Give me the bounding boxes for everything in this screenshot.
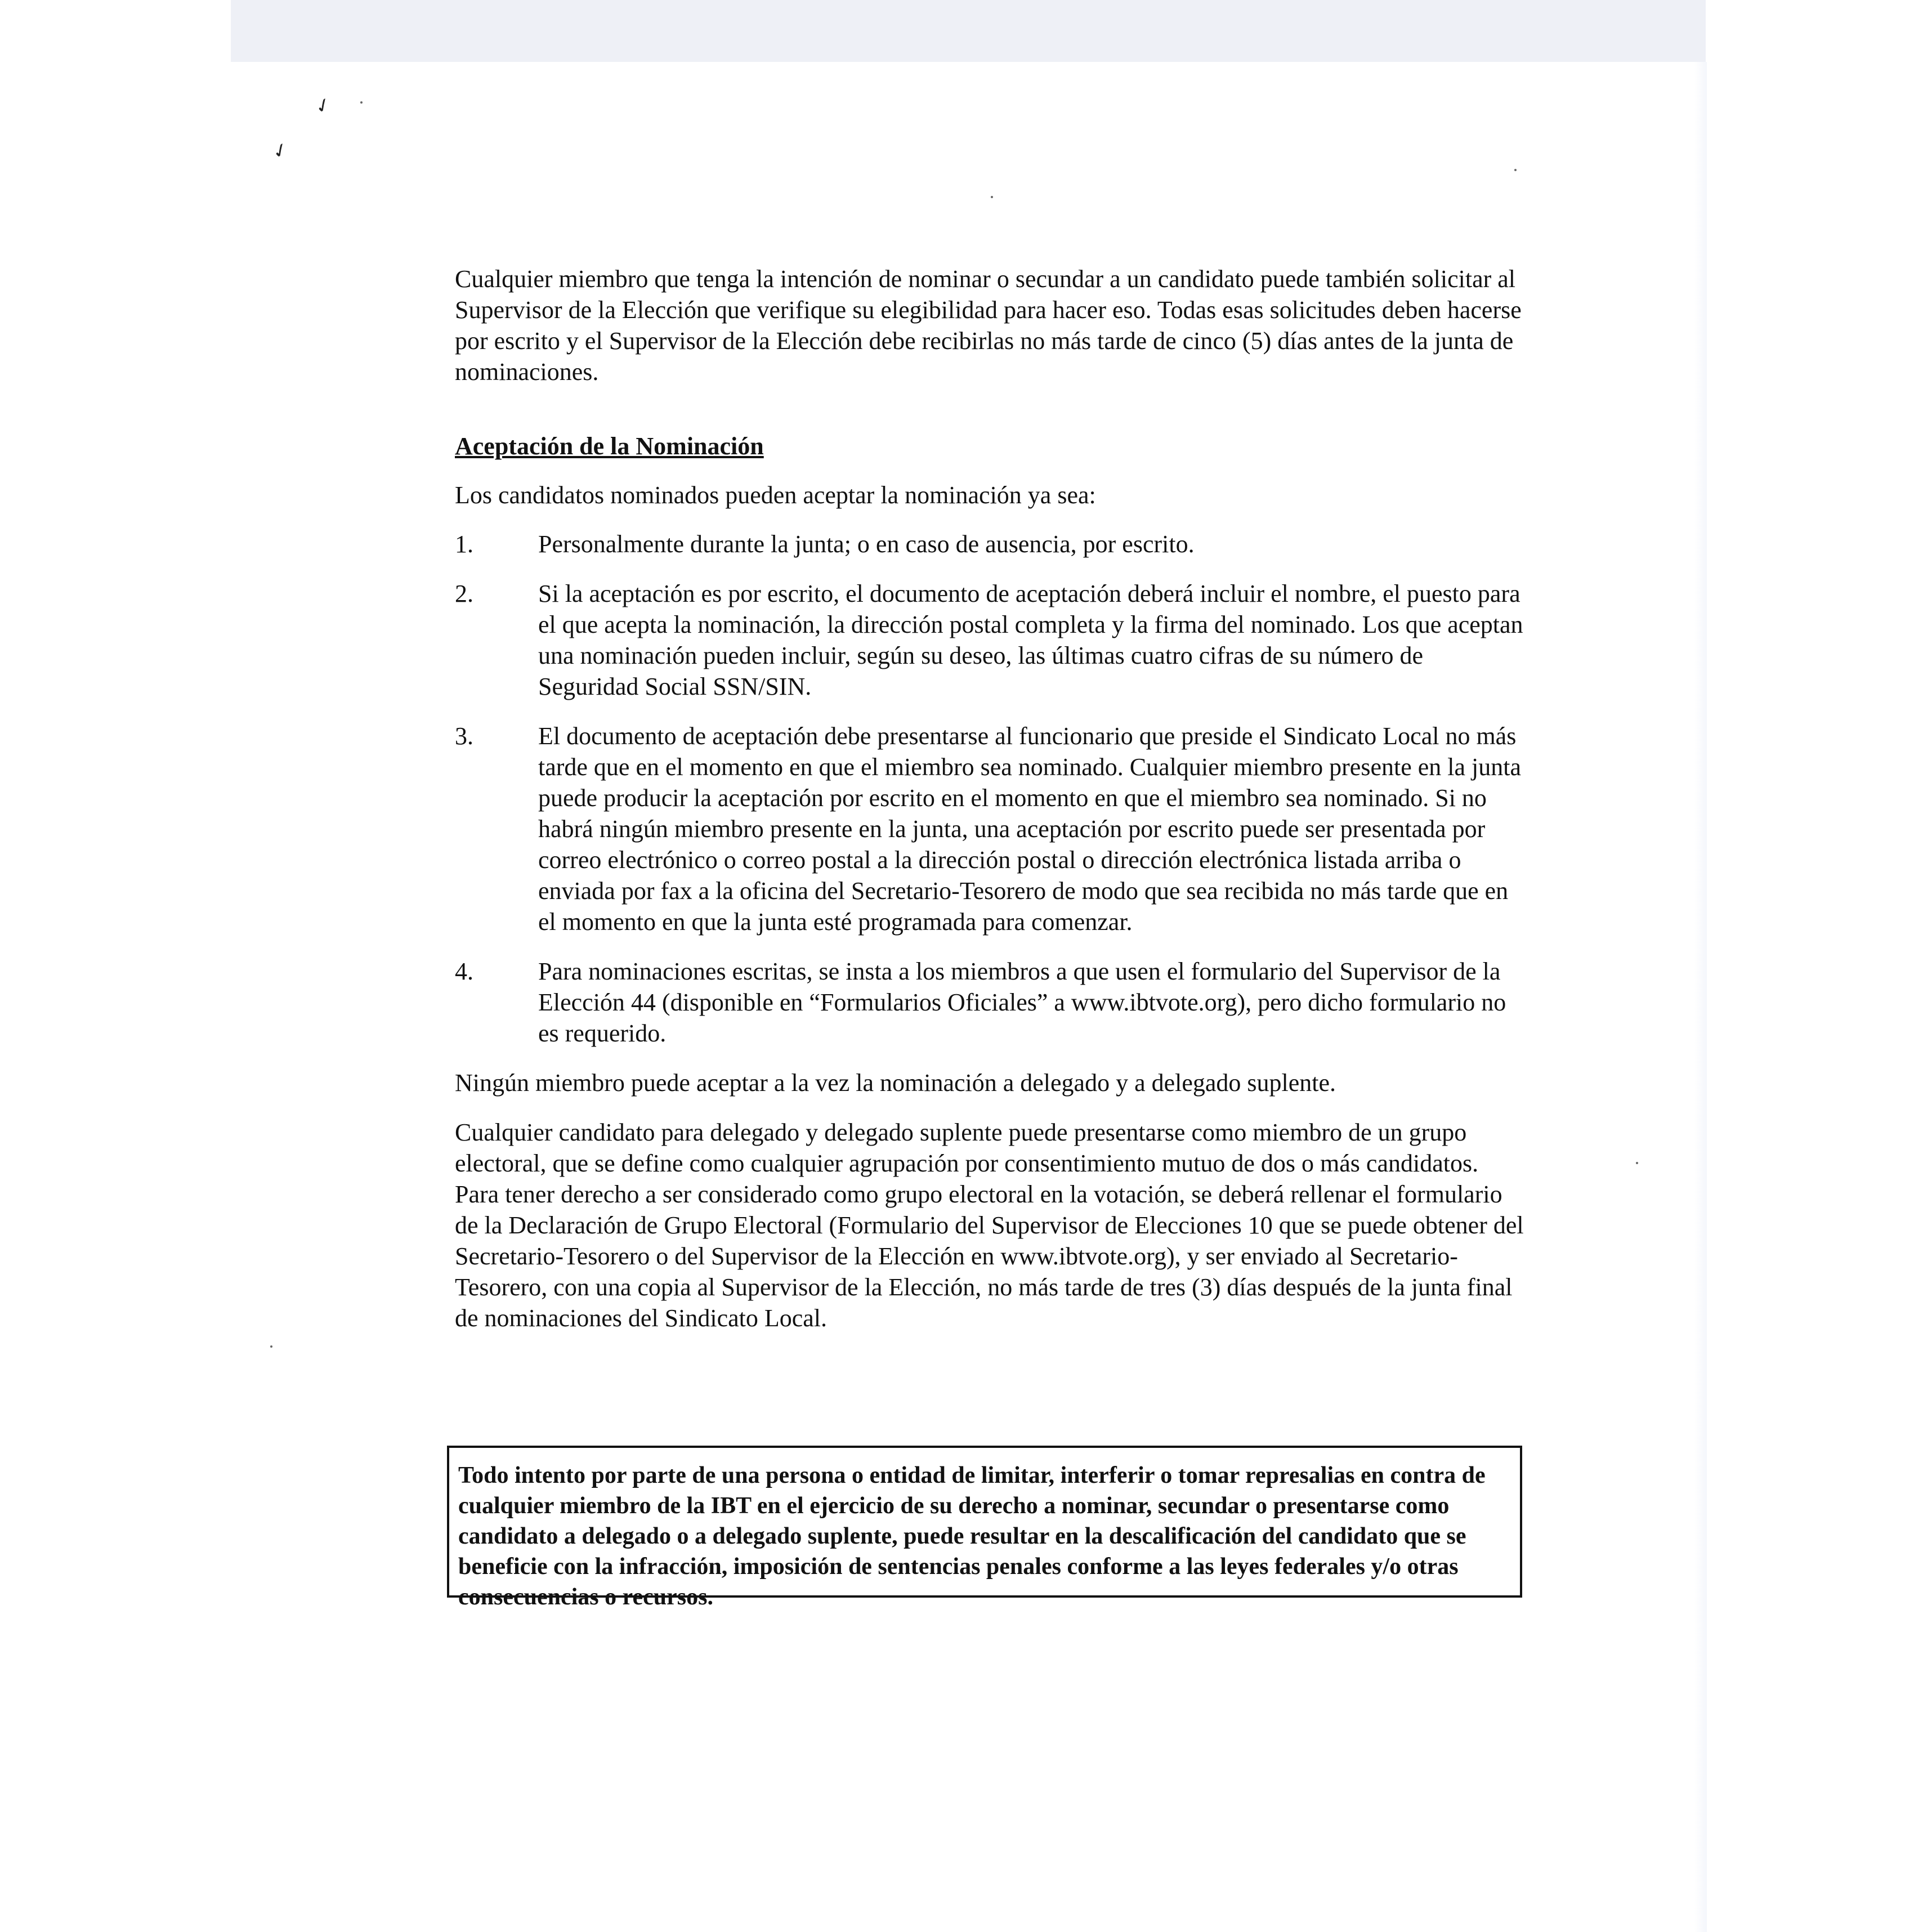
list-item-text: Personalmente durante la junta; o en caso de ausencia, por escrito. [538, 530, 1195, 558]
list-item-number: 1. [455, 530, 473, 558]
scan-speck [1636, 1162, 1638, 1164]
list-item [455, 578, 1524, 702]
list-item [455, 721, 1524, 937]
list-item [455, 529, 1524, 560]
scan-right-edge [1694, 62, 1707, 1932]
notice-text: Todo intento por parte de una persona o entidad de limitar, interferir o tomar represalias en contra de cualquier miembro de la IBT en el ejercicio de su derecho a nominar, secundar o presentarse como candidato a delegado o a delegado suplente, puede resultar en la descalificación del candidato que se beneficie con la infracción, imposición de sentencias penales conforme a las leyes federales y/o otras consecuencias o recursos. [458, 1463, 1486, 1610]
slate-paragraph: Cualquier candidato para delegado y delegado suplente puede presentarse como miembro de un grupo electoral, que se define como cualquier agrupación por consentimiento mutuo de dos o más candidatos. Para tener derecho a ser considerado como grupo electoral en la votación, se deberá rellenar el formulario de la Declaración de Grupo Electoral (Formulario del Supervisor de Elecciones 10 que se puede obtener del Secretario-Tesorero o del Supervisor de la Elección en www.ibtvote.org), y ser enviado al Secretario-Tesorero, con una copia al Supervisor de la Elección, no más tarde de tres (3) días después de la junta final de nominaciones del Sindicato Local. [455, 1119, 1524, 1332]
single-nomination-paragraph: Ningún miembro puede aceptar a la vez la nominación a delegado y a delegado suplente. [455, 1069, 1336, 1097]
document-body [455, 263, 1524, 1334]
section-heading: Aceptación de la Nominación [455, 432, 764, 460]
list-item-number: 2. [455, 580, 473, 607]
list-item-text: Si la aceptación es por escrito, el documento de aceptación deberá incluir el nombre, el puesto para el que acepta la nominación, la dirección postal completa y la firma del nominado. Los que aceptan una nominación pueden incluir, según su deseo, las últimas cuatro cifras de su número de Seguridad Social SSN/SIN. [538, 580, 1523, 700]
scan-speck [991, 196, 993, 198]
scan-speck [360, 101, 363, 104]
list-intro: Los candidatos nominados pueden aceptar la nominación ya sea: [455, 481, 1096, 509]
pen-mark: ✓ [268, 137, 293, 165]
list-item-text: Para nominaciones escritas, se insta a los miembros a que usen el formulario del Supervisor de la Elección 44 (disponible en “Formularios Oficiales” a www.ibtvote.org), pero dicho formulario no es requerido. [538, 958, 1506, 1047]
list-item-text: El documento de aceptación debe presentarse al funcionario que preside el Sindicato Local no más tarde que en el momento en que el miembro sea nominado. Cualquier miembro presente en la junta puede producir la aceptación por escrito en el momento en que el miembro sea nominado. Si no habrá ningún miembro presente en la junta, una aceptación por escrito puede ser presentada por correo electrónico o correo postal a la dirección postal o dirección electrónica listada arriba o enviada por fax a la oficina del Secretario-Tesorero de modo que sea recibida no más tarde que en el momento en que la junta esté programada para comenzar. [538, 722, 1521, 936]
acceptance-list [455, 529, 1524, 1049]
scan-speck [270, 1345, 272, 1348]
list-item [455, 956, 1524, 1049]
notice-box [447, 1446, 1522, 1610]
pen-mark: ✓ [311, 92, 336, 120]
list-item-number: 3. [455, 722, 473, 750]
scan-top-band [231, 0, 1706, 62]
scan-speck [1514, 169, 1517, 171]
intro-paragraph: Cualquier miembro que tenga la intención de nominar o secundar a un candidato puede también solicitar al Supervisor de la Elección que verifique su elegibilidad para hacer eso. Todas esas solicitudes deben hacerse por escrito y el Supervisor de la Elección debe recibirlas no más tarde de cinco (5) días antes de la junta de nominaciones. [455, 265, 1522, 386]
list-item-number: 4. [455, 958, 473, 985]
